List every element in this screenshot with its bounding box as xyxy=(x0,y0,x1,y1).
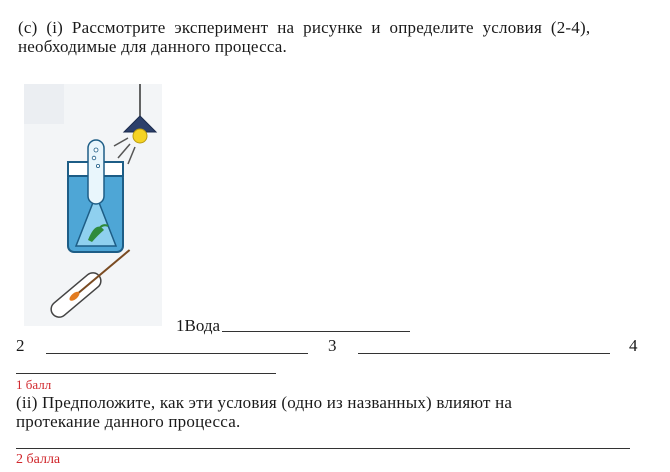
score-divider-i xyxy=(16,373,276,374)
score-i: 1 балл xyxy=(16,377,52,392)
experiment-figure xyxy=(16,80,166,332)
question-c-ii-line1: (ii) Предположите, как эти условия (одно из названных) влияют на xyxy=(16,393,513,412)
answer-line-1[interactable] xyxy=(222,331,410,332)
answer-slot-2-label: 2 xyxy=(16,336,25,355)
answer-line-3[interactable] xyxy=(358,353,610,354)
question-c-i-line1: (c) (i) Рассмотрите эксперимент на рисунке и определите условия (2-4), xyxy=(18,18,591,37)
question-c-ii xyxy=(16,393,656,431)
answer-slot-1-label: 1Вода xyxy=(176,316,221,335)
question-c-i xyxy=(18,18,658,56)
answer-slot-3-label: 3 xyxy=(328,336,337,355)
test-tube-icon xyxy=(88,140,104,204)
score-ii: 2 балла xyxy=(16,452,61,467)
answer-line-ii[interactable] xyxy=(16,448,630,449)
question-c-i-line2: необходимые для данного процесса. xyxy=(18,37,287,56)
question-c-ii-line2: протекание данного процесса. xyxy=(16,412,241,431)
answer-line-2[interactable] xyxy=(46,353,308,354)
answer-slot-4-label: 4 xyxy=(629,336,638,355)
